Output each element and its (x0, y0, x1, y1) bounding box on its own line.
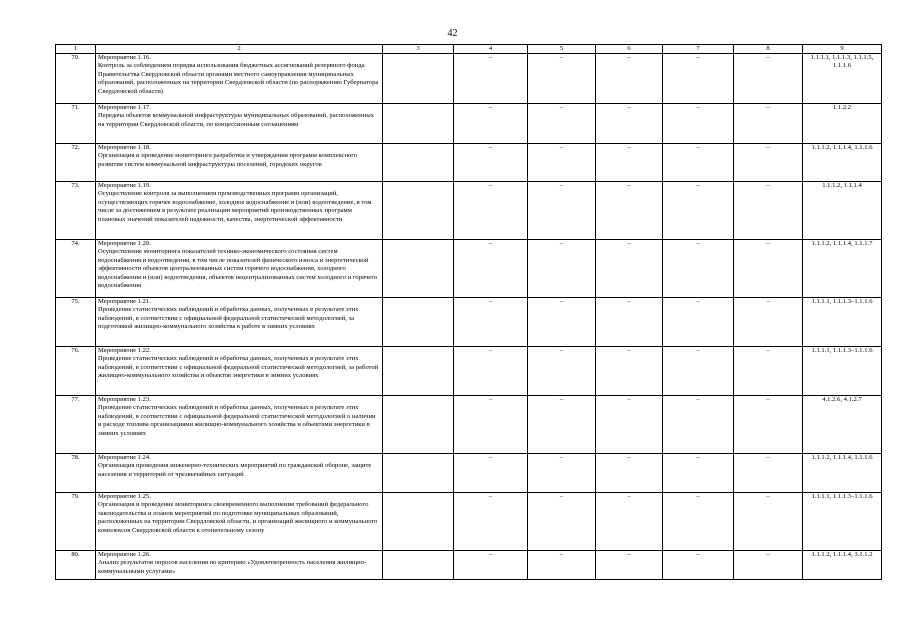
measure-cell (96, 182, 383, 240)
measure-description: Проведение статистических наблюдений и обработка данных, полученных в результате этих наблюдений, в соответствии с официальной федеральной статистической методологией, за подготовкой жилищно-коммунального хозяйства к работе в зимних условиях (98, 306, 359, 331)
value-cell: – (734, 454, 803, 493)
measure-title: Мероприятие 1.25. (98, 493, 151, 500)
value-cell: – (528, 551, 596, 580)
value-cell: – (734, 493, 803, 551)
measure-description: Организация и проведение мониторинга разработки и утверждения программ комплексного развития систем коммунальной инфраструктуры поселений, городских округов (98, 152, 358, 168)
measure-cell (96, 454, 383, 493)
row-number: 70. (56, 54, 96, 104)
column-header: 1 (56, 45, 96, 54)
value-cell: – (734, 347, 803, 396)
column-header: 3 (383, 45, 454, 54)
measure-title: Мероприятие 1.24. (98, 454, 151, 461)
measure-title: Мероприятие 1.23. (98, 396, 151, 403)
target-ref-cell: 1.1.1.1, 1.1.1.3–1.1.1.6 (803, 298, 882, 347)
measure-cell (96, 493, 383, 551)
measure-description: Проведение статистических наблюдений и обработка данных, полученных в результате этих наблюдений, в соответствии с официальной федеральной статистической методологией о наличии и расходе топлива организациями жилищно-коммунального хозяйства и объектами энергетики в зимних условиях (98, 404, 376, 437)
value-cell: – (528, 493, 596, 551)
value-cell: – (734, 182, 803, 240)
value-cell: – (454, 104, 528, 144)
measure-title: Мероприятие 1.22. (98, 347, 151, 354)
value-cell: – (454, 493, 528, 551)
value-cell: – (454, 454, 528, 493)
value-cell: – (596, 182, 663, 240)
row-number: 71. (56, 104, 96, 144)
target-ref-cell: 1.1.2.2 (803, 104, 882, 144)
measure-title: Мероприятие 1.20. (98, 240, 151, 247)
measure-description: Контроль за соблюдением порядка использования бюджетных ассигнований резервного фонда Правительства Свердловской области органами местного самоуправления муниципальных образований, расположенных на территории Свердловской области (по распоряжению Губернатора Свердловской области) (98, 62, 379, 95)
value-cell: – (734, 298, 803, 347)
table-row (56, 396, 882, 454)
table-row (56, 551, 882, 580)
measure-cell (96, 240, 383, 298)
value-cell: – (528, 396, 596, 454)
measure-cell (96, 551, 383, 580)
row-number: 79. (56, 493, 96, 551)
measure-cell (96, 144, 383, 182)
measure-cell (96, 347, 383, 396)
measure-description: Анализ результатов опросов населения по критерию «Удовлетворенность населения жилищно-коммунальными услугами» (98, 559, 367, 575)
value-cell: – (528, 298, 596, 347)
value-cell: – (596, 298, 663, 347)
value-cell: – (596, 104, 663, 144)
row-number: 72. (56, 144, 96, 182)
empty-cell (383, 493, 454, 551)
column-header: 9 (803, 45, 882, 54)
measure-description: Осуществление контроля за выполнением производственных программ организаций, осуществляющих горячее водоснабжение, холодное водоснабжение и (или) водоотведение, в том числе за достижением в результате реализации мероприятий производственных программ плановых значений показателей надежности, качества, энергетической эффективности (98, 190, 372, 223)
measure-title: Мероприятие 1.18. (98, 144, 151, 151)
value-cell: – (663, 104, 734, 144)
empty-cell (383, 396, 454, 454)
value-cell: – (663, 396, 734, 454)
value-cell: – (528, 182, 596, 240)
value-cell: – (663, 454, 734, 493)
value-cell: – (454, 144, 528, 182)
column-header: 4 (454, 45, 528, 54)
value-cell: – (734, 240, 803, 298)
row-number: 78. (56, 454, 96, 493)
table-header-row (56, 45, 882, 54)
value-cell: – (528, 240, 596, 298)
value-cell: – (454, 396, 528, 454)
measure-description: Организация и проведение мониторинга своевременного выполнения требований федерального законодательства и планов мероприятий по подготовке муниципальных образований, расположенных на территории Свердловской области, и организаций жилищного и коммунального комплексов Свердловской области к отопительному сезону (98, 501, 378, 534)
value-cell: – (663, 54, 734, 104)
value-cell: – (663, 493, 734, 551)
value-cell: – (663, 298, 734, 347)
value-cell: – (596, 347, 663, 396)
measure-description: Организация проведения инженерно-технических мероприятий по гражданской обороне, защите населения и территорий от чрезвычайных ситуаций (98, 462, 372, 478)
table-row (56, 54, 882, 104)
row-number: 80. (56, 551, 96, 580)
column-header: 6 (596, 45, 663, 54)
measure-title: Мероприятие 1.26. (98, 551, 151, 558)
value-cell: – (454, 54, 528, 104)
value-cell: – (454, 182, 528, 240)
target-ref-cell: 1.1.1.2, 1.1.1.4, 1.1.1.7 (803, 240, 882, 298)
measure-title: Мероприятие 1.19. (98, 182, 151, 189)
value-cell: – (596, 396, 663, 454)
table-row (56, 298, 882, 347)
value-cell: – (663, 144, 734, 182)
value-cell: – (528, 454, 596, 493)
measures-table (55, 44, 882, 580)
value-cell: – (734, 551, 803, 580)
value-cell: – (596, 54, 663, 104)
measure-cell (96, 298, 383, 347)
row-number: 73. (56, 182, 96, 240)
value-cell: – (596, 144, 663, 182)
page-number: 42 (447, 28, 458, 39)
table-row (56, 144, 882, 182)
measure-description: Осуществление мониторинга показателей технико-экономического состояния систем водоснабжения и водоотведения, в том числе показателей физического износа и энергетической эффективности объектов централизованных систем горячего водоснабжения, холодного водоснабжения и (или) водоотведения, объектов нецентрализованных систем холодного и горячего водоснабжения (98, 248, 378, 290)
row-number: 74. (56, 240, 96, 298)
measure-title: Мероприятие 1.17. (98, 104, 151, 111)
target-ref-cell: 1.1.1.1, 1.1.1.3, 1.1.1.5, 1.1.1.6 (803, 54, 882, 104)
column-header: 5 (528, 45, 596, 54)
table-row (56, 104, 882, 144)
empty-cell (383, 551, 454, 580)
target-ref-cell: 1.1.1.1, 1.1.1.3–1.1.1.6 (803, 493, 882, 551)
target-ref-cell: 1.1.1.1, 1.1.1.3–1.1.1.6 (803, 347, 882, 396)
table-row (56, 454, 882, 493)
empty-cell (383, 347, 454, 396)
empty-cell (383, 54, 454, 104)
value-cell: – (734, 396, 803, 454)
measure-cell (96, 104, 383, 144)
value-cell: – (663, 240, 734, 298)
value-cell: – (454, 298, 528, 347)
table-row (56, 240, 882, 298)
value-cell: – (528, 347, 596, 396)
target-ref-cell: 4.1.2.6, 4.1.2.7 (803, 396, 882, 454)
value-cell: – (528, 54, 596, 104)
value-cell: – (454, 240, 528, 298)
target-ref-cell: 1.1.1.2, 1.1.1.4, 1.1.1.6 (803, 454, 882, 493)
value-cell: – (734, 104, 803, 144)
column-header: 2 (96, 45, 383, 54)
empty-cell (383, 240, 454, 298)
row-number: 77. (56, 396, 96, 454)
empty-cell (383, 144, 454, 182)
column-header: 7 (663, 45, 734, 54)
value-cell: – (454, 347, 528, 396)
target-ref-cell: 1.1.1.2, 1.1.1.4, 1.1.1.6 (803, 144, 882, 182)
table-row (56, 347, 882, 396)
empty-cell (383, 298, 454, 347)
measure-cell (96, 54, 383, 104)
value-cell: – (596, 551, 663, 580)
target-ref-cell: 1.1.1.2, 1.1.1.4 (803, 182, 882, 240)
row-number: 76. (56, 347, 96, 396)
value-cell: – (663, 182, 734, 240)
value-cell: – (454, 551, 528, 580)
value-cell: – (596, 493, 663, 551)
target-ref-cell: 1.1.1.2, 1.1.1.4, 3.1.1.2 (803, 551, 882, 580)
value-cell: – (734, 144, 803, 182)
column-header: 8 (734, 45, 803, 54)
row-number: 75. (56, 298, 96, 347)
table-row (56, 493, 882, 551)
measure-description: Проведение статистических наблюдений и обработка данных, полученных в результате этих наблюдений, в соответствии с официальной федеральной статистической методологией, за работой жилищно-коммунального хозяйства и объектов энергетики в зимних условиях (98, 355, 379, 380)
value-cell: – (596, 454, 663, 493)
empty-cell (383, 104, 454, 144)
measure-cell (96, 396, 383, 454)
measure-title: Мероприятие 1.16. (98, 54, 151, 61)
empty-cell (383, 182, 454, 240)
value-cell: – (663, 551, 734, 580)
value-cell: – (528, 144, 596, 182)
value-cell: – (596, 240, 663, 298)
empty-cell (383, 454, 454, 493)
table-row (56, 182, 882, 240)
value-cell: – (734, 54, 803, 104)
value-cell: – (528, 104, 596, 144)
value-cell: – (663, 347, 734, 396)
measure-description: Передача объектов коммунальной инфраструктуры муниципальных образований, расположенных на территории Свердловской области, по концессионным соглашениям (98, 112, 374, 128)
measure-title: Мероприятие 1.21. (98, 298, 151, 305)
